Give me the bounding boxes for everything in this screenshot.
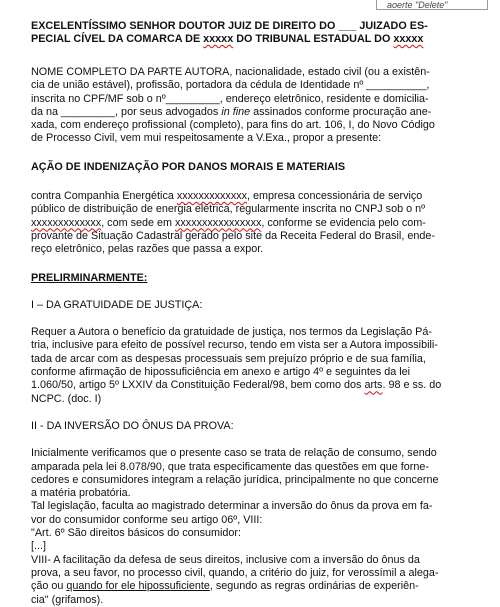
gratuidade-paragraph: Requer a Autora o benefício da gratuidade de justiça, nos termos da Legislação Pá- tria, inclusive para efeito de possível recurso, tendo em vista ser a Autora impossibili- tada de arcar com as despesas processuais sem prejuízo próprio e de sua família, conforme afirmação de hipossuficiência em anexo e artigo 4º e seguintes da lei 1.060/50, artigo 5º LXXIV da Constituição Federal/98, bem como dos arts. 98 e ss. do NCPC. (doc. I) bbox=[31, 326, 442, 405]
gratuidade-heading: I – DA GRATUIDADE DE JUSTIÇA: bbox=[31, 298, 203, 311]
document-page bbox=[31, 20, 471, 607]
title-line-2: PECIAL CÍVEL DA COMARCA DE xxxxx DO TRIBUNAL ESTADUAL DO xxxxx bbox=[31, 33, 424, 45]
qualificacao-paragraph: NOME COMPLETO DA PARTE AUTORA, nacionalidade, estado civil (ou a existên- cia de união estável), profissão, portadora da cédula de Identidade nº __________, inscrita no CPF/MF sob o nº_________, endereço eletrônico, residente e domicilia- da na _________, por seus advogados in fine assinados conforme procuração ane- xada, com endereço profissional (completo), para fins do art. 106, I, do Novo Código de Processo Civil, vem mui respeitosamente a V.Exa., propor a presente: bbox=[31, 66, 435, 145]
title-line-1: EXCELENTÍSSIMO SENHOR DOUTOR JUIZ DE DIREITO DO ___ JUIZADO ES- bbox=[31, 20, 428, 32]
acao-title: AÇÃO DE INDENIZAÇÃO POR DANOS MORAIS E MATERIAIS bbox=[31, 160, 346, 173]
inversao-paragraph: Inicialmente verificamos que o presente caso se trata de relação de consumo, sendo amparada pela lei 8.078/90, que trata especificamente das questões em que forne- cedores e consumidores integram a relação jurídica, principalmente no que concerne a matéria probatória. Tal legislação, faculta ao magistrado determinar a inversão do ônus da prova em fa- vor do consumidor conforme seu artigo 06º, VIII: "Art. 6º São direitos básicos do consumidor: [...] VIII- A facilitação da defesa de seus direitos, inclusive com a inversão do ônus da prova, a seu favor, no processo civil, quando, a critério do juiz, for verossímil a alega- ção ou quando for ele hipossuficiente, segundo as regras ordinárias de experiên- cia" (grifamos). bbox=[31, 447, 439, 606]
inversao-heading: II - DA INVERSÃO DO ÔNUS DA PROVA: bbox=[31, 419, 234, 432]
preliminarmente-heading: PRELIRMINARMENTE: bbox=[31, 271, 148, 284]
tooltip: aoerte "Delete" bbox=[376, 0, 488, 10]
re-paragraph: contra Companhia Energética xxxxxxxxxxxxx, empresa concessionária de serviço público de distribuição de energia elétrica, regularmente inscrita no CNPJ sob o nº xxxxxxxxxxxxx, com sede em xxxxxxxxxxxxxxxx, conforme se evidencia pelo com- provante de Situação Cadastral gerado pelo site da Receita Federal do Brasil, ende- reço eletrônico, pelas razões que passa a expor. bbox=[31, 190, 435, 256]
document-title bbox=[31, 20, 471, 46]
